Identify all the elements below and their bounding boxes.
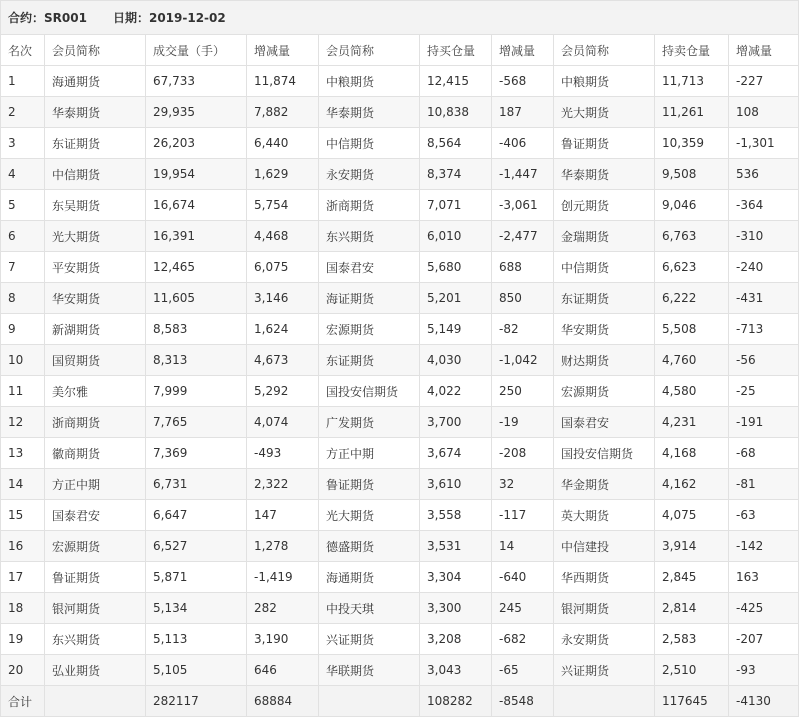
cell-member-sell: 国泰君安: [554, 407, 655, 438]
cell-member-volume: 华泰期货: [45, 97, 146, 128]
cell-sell-change: -227: [729, 66, 799, 97]
cell-member-buy: 德盛期货: [319, 531, 420, 562]
cell-member-buy: 华泰期货: [319, 97, 420, 128]
cell-member-buy: 光大期货: [319, 500, 420, 531]
cell-volume-change: -493: [247, 438, 319, 469]
cell-sell-position: 10,359: [655, 128, 729, 159]
col-sell-change: 增减量: [729, 35, 799, 66]
cell-buy-position: 5,680: [420, 252, 492, 283]
cell-member-sell: 华安期货: [554, 314, 655, 345]
cell-member-sell: 银河期货: [554, 593, 655, 624]
cell-sell-change: -425: [729, 593, 799, 624]
cell-member-volume: 美尔雅: [45, 376, 146, 407]
table-row: [1, 283, 799, 314]
cell-sell-position: 4,580: [655, 376, 729, 407]
table-row: [1, 469, 799, 500]
cell-buy-position: 3,531: [420, 531, 492, 562]
cell-buy-change: -2,477: [492, 221, 554, 252]
cell-buy-position: 3,558: [420, 500, 492, 531]
col-rank: 名次: [1, 35, 45, 66]
table-row: [1, 655, 799, 686]
cell-volume-change: 11,874: [247, 66, 319, 97]
cell-member-buy: 浙商期货: [319, 190, 420, 221]
cell-sell-change: 163: [729, 562, 799, 593]
cell-volume-change: 4,074: [247, 407, 319, 438]
cell-buy-change: -65: [492, 655, 554, 686]
cell-rank: 20: [1, 655, 45, 686]
cell-volume: 5,105: [146, 655, 247, 686]
cell-sell-position: 5,508: [655, 314, 729, 345]
total-buy-change: -8548: [492, 686, 554, 717]
table-row: [1, 190, 799, 221]
cell-sell-position: 2,510: [655, 655, 729, 686]
total-member-volume: [45, 686, 146, 717]
cell-sell-change: 108: [729, 97, 799, 128]
cell-buy-change: -117: [492, 500, 554, 531]
cell-member-sell: 永安期货: [554, 624, 655, 655]
cell-sell-position: 2,845: [655, 562, 729, 593]
table-row: [1, 128, 799, 159]
cell-buy-position: 3,700: [420, 407, 492, 438]
cell-buy-change: -82: [492, 314, 554, 345]
cell-member-volume: 徽商期货: [45, 438, 146, 469]
cell-member-volume: 平安期货: [45, 252, 146, 283]
cell-rank: 14: [1, 469, 45, 500]
cell-buy-change: 250: [492, 376, 554, 407]
cell-volume: 6,731: [146, 469, 247, 500]
total-volume-change: 68884: [247, 686, 319, 717]
cell-volume: 7,369: [146, 438, 247, 469]
cell-sell-change: -142: [729, 531, 799, 562]
total-rank: 合计: [1, 686, 45, 717]
cell-volume-change: 1,629: [247, 159, 319, 190]
cell-sell-position: 3,914: [655, 531, 729, 562]
cell-sell-position: 4,162: [655, 469, 729, 500]
cell-buy-change: 850: [492, 283, 554, 314]
total-member-buy: [319, 686, 420, 717]
cell-volume-change: 2,322: [247, 469, 319, 500]
cell-rank: 16: [1, 531, 45, 562]
cell-rank: 2: [1, 97, 45, 128]
cell-rank: 17: [1, 562, 45, 593]
table-row: [1, 500, 799, 531]
cell-member-sell: 创元期货: [554, 190, 655, 221]
cell-member-sell: 中信建投: [554, 531, 655, 562]
cell-buy-change: -1,447: [492, 159, 554, 190]
cell-sell-position: 6,222: [655, 283, 729, 314]
cell-buy-position: 8,374: [420, 159, 492, 190]
cell-buy-change: -406: [492, 128, 554, 159]
table-body: [1, 1, 799, 717]
col-buy-change: 增减量: [492, 35, 554, 66]
cell-rank: 4: [1, 159, 45, 190]
cell-sell-change: -68: [729, 438, 799, 469]
cell-member-volume: 东兴期货: [45, 624, 146, 655]
cell-sell-position: 4,760: [655, 345, 729, 376]
cell-volume-change: 147: [247, 500, 319, 531]
cell-volume: 16,391: [146, 221, 247, 252]
cell-member-volume: 东证期货: [45, 128, 146, 159]
cell-buy-change: 14: [492, 531, 554, 562]
cell-volume-change: 7,882: [247, 97, 319, 128]
table-row: [1, 159, 799, 190]
cell-member-volume: 方正中期: [45, 469, 146, 500]
table-row: [1, 562, 799, 593]
cell-rank: 6: [1, 221, 45, 252]
cell-rank: 8: [1, 283, 45, 314]
cell-buy-change: -1,042: [492, 345, 554, 376]
cell-volume-change: 4,468: [247, 221, 319, 252]
cell-member-volume: 国泰君安: [45, 500, 146, 531]
cell-member-sell: 华金期货: [554, 469, 655, 500]
cell-volume: 5,871: [146, 562, 247, 593]
cell-volume: 7,765: [146, 407, 247, 438]
cell-rank: 9: [1, 314, 45, 345]
table-row: [1, 221, 799, 252]
cell-member-buy: 中粮期货: [319, 66, 420, 97]
cell-buy-position: 3,300: [420, 593, 492, 624]
cell-volume: 5,134: [146, 593, 247, 624]
cell-sell-position: 4,168: [655, 438, 729, 469]
table-row: [1, 593, 799, 624]
cell-member-volume: 宏源期货: [45, 531, 146, 562]
cell-sell-change: -713: [729, 314, 799, 345]
cell-buy-change: -640: [492, 562, 554, 593]
table-row: [1, 314, 799, 345]
cell-volume: 67,733: [146, 66, 247, 97]
cell-sell-position: 11,713: [655, 66, 729, 97]
cell-member-volume: 海通期货: [45, 66, 146, 97]
cell-member-buy: 中信期货: [319, 128, 420, 159]
cell-sell-position: 9,046: [655, 190, 729, 221]
cell-member-buy: 兴证期货: [319, 624, 420, 655]
cell-sell-position: 4,231: [655, 407, 729, 438]
cell-sell-change: -431: [729, 283, 799, 314]
cell-volume-change: 5,292: [247, 376, 319, 407]
table-header-info: [1, 1, 799, 35]
cell-sell-position: 2,814: [655, 593, 729, 624]
total-sell-position: 117645: [655, 686, 729, 717]
cell-volume: 7,999: [146, 376, 247, 407]
contract-label: 合约：: [8, 11, 45, 25]
cell-sell-position: 6,623: [655, 252, 729, 283]
cell-member-volume: 浙商期货: [45, 407, 146, 438]
cell-sell-change: 536: [729, 159, 799, 190]
cell-volume-change: 6,440: [247, 128, 319, 159]
cell-sell-position: 4,075: [655, 500, 729, 531]
cell-volume-change: -1,419: [247, 562, 319, 593]
cell-volume-change: 1,278: [247, 531, 319, 562]
col-buy-position: 持买仓量: [420, 35, 492, 66]
date-label: 日期：: [112, 11, 149, 25]
cell-member-volume: 国贸期货: [45, 345, 146, 376]
cell-buy-position: 8,564: [420, 128, 492, 159]
cell-volume: 6,647: [146, 500, 247, 531]
cell-member-buy: 鲁证期货: [319, 469, 420, 500]
cell-member-sell: 兴证期货: [554, 655, 655, 686]
cell-member-buy: 华联期货: [319, 655, 420, 686]
column-header-row: [1, 35, 799, 66]
date-value: 2019-12-02: [148, 11, 226, 25]
cell-buy-position: 3,610: [420, 469, 492, 500]
col-member-volume: 会员简称: [45, 35, 146, 66]
cell-buy-position: 3,674: [420, 438, 492, 469]
cell-member-sell: 东证期货: [554, 283, 655, 314]
table-row: [1, 66, 799, 97]
cell-member-volume: 东吴期货: [45, 190, 146, 221]
cell-volume: 12,465: [146, 252, 247, 283]
cell-volume: 5,113: [146, 624, 247, 655]
total-member-sell: [554, 686, 655, 717]
cell-buy-position: 10,838: [420, 97, 492, 128]
col-volume-change: 增减量: [247, 35, 319, 66]
cell-sell-position: 11,261: [655, 97, 729, 128]
cell-member-sell: 中粮期货: [554, 66, 655, 97]
cell-rank: 19: [1, 624, 45, 655]
contract-date-cell: [1, 1, 799, 35]
cell-buy-change: -208: [492, 438, 554, 469]
cell-volume-change: 3,190: [247, 624, 319, 655]
cell-sell-change: -93: [729, 655, 799, 686]
table-row: [1, 624, 799, 655]
cell-buy-position: 3,208: [420, 624, 492, 655]
cell-buy-position: 6,010: [420, 221, 492, 252]
table-row: [1, 345, 799, 376]
cell-member-buy: 国泰君安: [319, 252, 420, 283]
cell-member-buy: 海证期货: [319, 283, 420, 314]
cell-member-sell: 鲁证期货: [554, 128, 655, 159]
cell-member-volume: 华安期货: [45, 283, 146, 314]
cell-volume-change: 282: [247, 593, 319, 624]
cell-member-buy: 海通期货: [319, 562, 420, 593]
cell-member-sell: 英大期货: [554, 500, 655, 531]
cell-buy-change: -19: [492, 407, 554, 438]
cell-buy-change: 688: [492, 252, 554, 283]
cell-buy-change: -3,061: [492, 190, 554, 221]
cell-sell-position: 2,583: [655, 624, 729, 655]
cell-member-buy: 方正中期: [319, 438, 420, 469]
cell-member-buy: 中投天琪: [319, 593, 420, 624]
cell-member-buy: 国投安信期货: [319, 376, 420, 407]
cell-rank: 5: [1, 190, 45, 221]
cell-member-sell: 光大期货: [554, 97, 655, 128]
cell-volume-change: 1,624: [247, 314, 319, 345]
cell-rank: 12: [1, 407, 45, 438]
cell-member-sell: 华泰期货: [554, 159, 655, 190]
cell-volume: 11,605: [146, 283, 247, 314]
cell-member-buy: 广发期货: [319, 407, 420, 438]
col-sell-position: 持卖仓量: [655, 35, 729, 66]
cell-member-sell: 中信期货: [554, 252, 655, 283]
table-row: [1, 97, 799, 128]
cell-sell-change: -310: [729, 221, 799, 252]
cell-sell-change: -56: [729, 345, 799, 376]
cell-rank: 1: [1, 66, 45, 97]
cell-rank: 7: [1, 252, 45, 283]
table-row: [1, 531, 799, 562]
cell-sell-change: -191: [729, 407, 799, 438]
table-row: [1, 407, 799, 438]
cell-member-sell: 财达期货: [554, 345, 655, 376]
table-row: [1, 376, 799, 407]
cell-member-buy: 东兴期货: [319, 221, 420, 252]
cell-sell-change: -1,301: [729, 128, 799, 159]
cell-member-volume: 银河期货: [45, 593, 146, 624]
cell-member-volume: 光大期货: [45, 221, 146, 252]
cell-buy-position: 7,071: [420, 190, 492, 221]
cell-volume-change: 3,146: [247, 283, 319, 314]
cell-buy-change: 32: [492, 469, 554, 500]
cell-rank: 11: [1, 376, 45, 407]
cell-volume: 16,674: [146, 190, 247, 221]
cell-member-buy: 东证期货: [319, 345, 420, 376]
cell-volume-change: 646: [247, 655, 319, 686]
cell-buy-position: 4,022: [420, 376, 492, 407]
col-member-buy: 会员简称: [319, 35, 420, 66]
cell-member-volume: 弘业期货: [45, 655, 146, 686]
cell-sell-change: -25: [729, 376, 799, 407]
cell-rank: 13: [1, 438, 45, 469]
cell-volume: 8,313: [146, 345, 247, 376]
cell-sell-change: -207: [729, 624, 799, 655]
cell-member-sell: 宏源期货: [554, 376, 655, 407]
cell-sell-position: 6,763: [655, 221, 729, 252]
cell-buy-position: 12,415: [420, 66, 492, 97]
col-volume: 成交量（手）: [146, 35, 247, 66]
cell-sell-change: -240: [729, 252, 799, 283]
col-member-sell: 会员简称: [554, 35, 655, 66]
total-row: [1, 686, 799, 717]
cell-buy-position: 4,030: [420, 345, 492, 376]
cell-sell-change: -81: [729, 469, 799, 500]
cell-member-volume: 鲁证期货: [45, 562, 146, 593]
cell-buy-change: 245: [492, 593, 554, 624]
cell-sell-change: -364: [729, 190, 799, 221]
table-row: [1, 438, 799, 469]
total-volume: 282117: [146, 686, 247, 717]
cell-volume: 26,203: [146, 128, 247, 159]
cell-buy-position: 5,201: [420, 283, 492, 314]
cell-buy-change: -568: [492, 66, 554, 97]
cell-rank: 18: [1, 593, 45, 624]
cell-rank: 15: [1, 500, 45, 531]
contract-value: SR001: [44, 11, 87, 25]
cell-volume-change: 5,754: [247, 190, 319, 221]
cell-member-volume: 新湖期货: [45, 314, 146, 345]
cell-volume: 8,583: [146, 314, 247, 345]
cell-buy-position: 3,043: [420, 655, 492, 686]
cell-buy-change: -682: [492, 624, 554, 655]
cell-buy-position: 3,304: [420, 562, 492, 593]
cell-member-sell: 华西期货: [554, 562, 655, 593]
total-sell-change: -4130: [729, 686, 799, 717]
cell-sell-change: -63: [729, 500, 799, 531]
cell-volume-change: 6,075: [247, 252, 319, 283]
cell-sell-position: 9,508: [655, 159, 729, 190]
cell-volume: 6,527: [146, 531, 247, 562]
cell-member-volume: 中信期货: [45, 159, 146, 190]
cell-member-buy: 宏源期货: [319, 314, 420, 345]
cell-volume: 29,935: [146, 97, 247, 128]
table-row: [1, 252, 799, 283]
cell-buy-position: 5,149: [420, 314, 492, 345]
cell-member-sell: 金瑞期货: [554, 221, 655, 252]
cell-buy-change: 187: [492, 97, 554, 128]
cell-rank: 3: [1, 128, 45, 159]
cell-volume-change: 4,673: [247, 345, 319, 376]
total-buy-position: 108282: [420, 686, 492, 717]
cell-member-sell: 国投安信期货: [554, 438, 655, 469]
cell-volume: 19,954: [146, 159, 247, 190]
cell-member-buy: 永安期货: [319, 159, 420, 190]
cell-rank: 10: [1, 345, 45, 376]
